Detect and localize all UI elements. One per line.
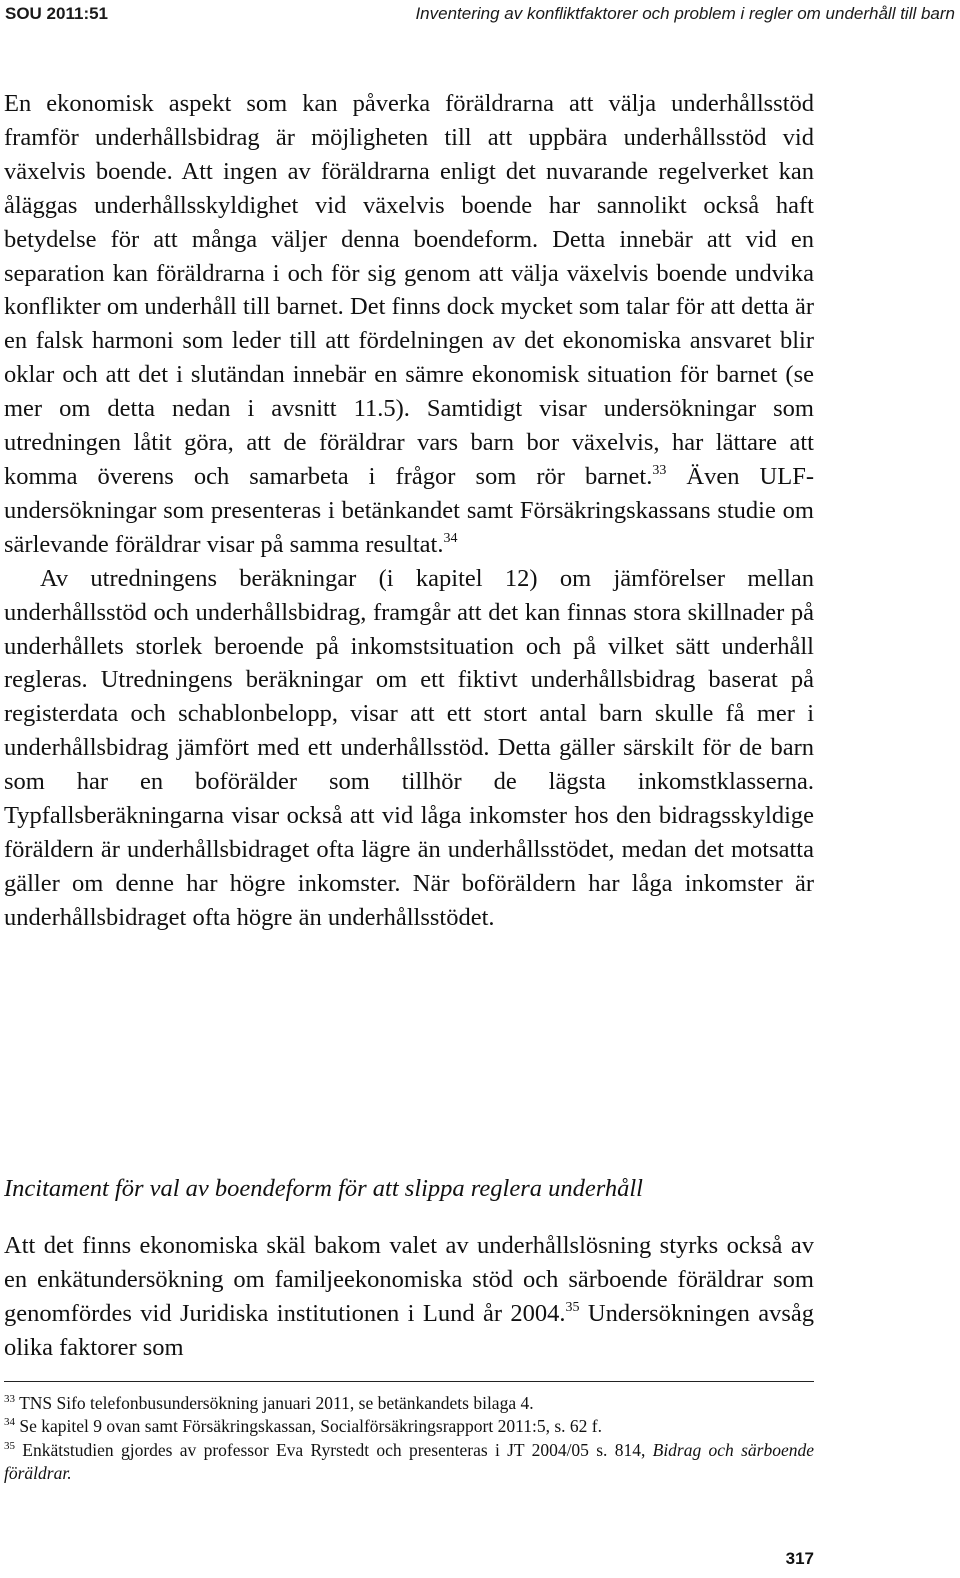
paragraph-economic-aspect [4, 87, 814, 562]
page-number: 317 [785, 1549, 814, 1568]
main-text [4, 87, 814, 935]
footnote-34 [4, 1415, 814, 1438]
footnote-number: 33 [4, 1393, 15, 1405]
footnote-ref-33[interactable]: 33 [652, 462, 667, 478]
paragraph-calculations: Av utredningens beräkningar (i kapitel 12) om jämförelser mellan underhållsstöd och underhållsbidrag, framgår att det kan finnas stora skillnader på underhållets storlek beroende på inkomstsituation och på vilket sätt underhåll regleras. Utredningens beräkningar om ett fiktivt underhållsbidrag baserat på registerdata och schablonbelopp, visar att ett stort antal barn skulle få mer i underhållsbidrag jämfört med ett underhållsstöd. Detta gäller särskilt för de barn som har en boförälder som tillhör de lägsta inkomstklasserna. Typfallsberäkningarna visar också att vid låga inkomster hos den bidragsskyldige föräldern är underhållsbidraget ofta lägre än underhållsstödet, medan det motsatta gäller om denne har högre inkomster. När boföräldern har låga inkomster är underhållsbidraget ofta högre än underhållsstödet. [4, 564, 814, 931]
main-text-continued [4, 1229, 814, 1365]
paragraph-survey [4, 1229, 814, 1365]
footnote-text: Enkätstudien gjordes av professor Eva Ryrstedt och presenteras i JT 2004/05 s. 814, [22, 1439, 653, 1460]
footnotes [4, 1392, 814, 1485]
paragraph-text: En ekonomisk aspekt som kan påverka föräldrarna att välja underhållsstöd framför underhållsbidrag är möjligheten till att uppbära underhållsstöd vid växelvis boende. Att ingen av föräldrarna enligt det nuvarande regelverket kan åläggas underhållsskyldighet vid växelvis boende har sannolikt också haft betydelse för att många väljer denna boendeform. Detta innebär att vid en separation kan föräldrarna i och för sig genom att välja växelvis boende undvika konflikter om underhåll till barnet. Det finns dock mycket som talar för att detta är en falsk harmoni som leder till att fördelningen av det ekonomiska ansvaret blir oklar och att det i slutändan innebär en sämre ekonomisk situation för barnet (se mer om detta nedan i avsnitt 11.5). Samtidigt visar undersökningar som utredningen låtit göra, att de föräldrar vars barn bor växelvis, har lättare att komma överens och samarbeta i frågor som rör barnet. [4, 90, 814, 490]
footnote-divider [4, 1381, 814, 1382]
footnote-text: TNS Sifo telefonbusundersökning januari 2011, se betänkandets bilaga 4. [19, 1393, 534, 1413]
chapter-title: Inventering av konfliktfaktorer och problem i regler om underhåll till barn [415, 4, 955, 23]
footnote-ref-35[interactable]: 35 [565, 1299, 580, 1315]
footnote-title: Bidrag och särboende föräldrar. [4, 1439, 814, 1483]
footnote-35 [4, 1439, 814, 1486]
paragraph-text: Även ULF-undersökningar som presenteras i betänkandet samt Försäkringskassans studie om särlevande föräldrar visar på samma resultat. [4, 462, 814, 558]
footnote-number: 35 [4, 1439, 15, 1452]
paragraph-text: Att det finns ekonomiska skäl bakom valet av underhållslösning styrks också av en enkätundersökning om familjeekonomiska stöd och särboende föräldrar som genomfördes vid Juridiska institutionen i Lund år 2004. [4, 1232, 814, 1327]
footnote-ref-34[interactable]: 34 [443, 530, 458, 546]
footnote-text: Se kapitel 9 ovan samt Försäkringskassan, Socialförsäkringsrapport 2011:5, s. 62 f. [19, 1416, 602, 1437]
footnote-number: 34 [4, 1416, 15, 1429]
footnote-33 [4, 1392, 814, 1415]
section-subheading: Incitament för val av boendeform för att slippa reglera underhåll [4, 1175, 643, 1202]
paragraph-text: Undersökningen avsåg olika faktorer som [4, 1299, 814, 1361]
running-header [5, 4, 955, 28]
report-number: SOU 2011:51 [5, 4, 109, 23]
